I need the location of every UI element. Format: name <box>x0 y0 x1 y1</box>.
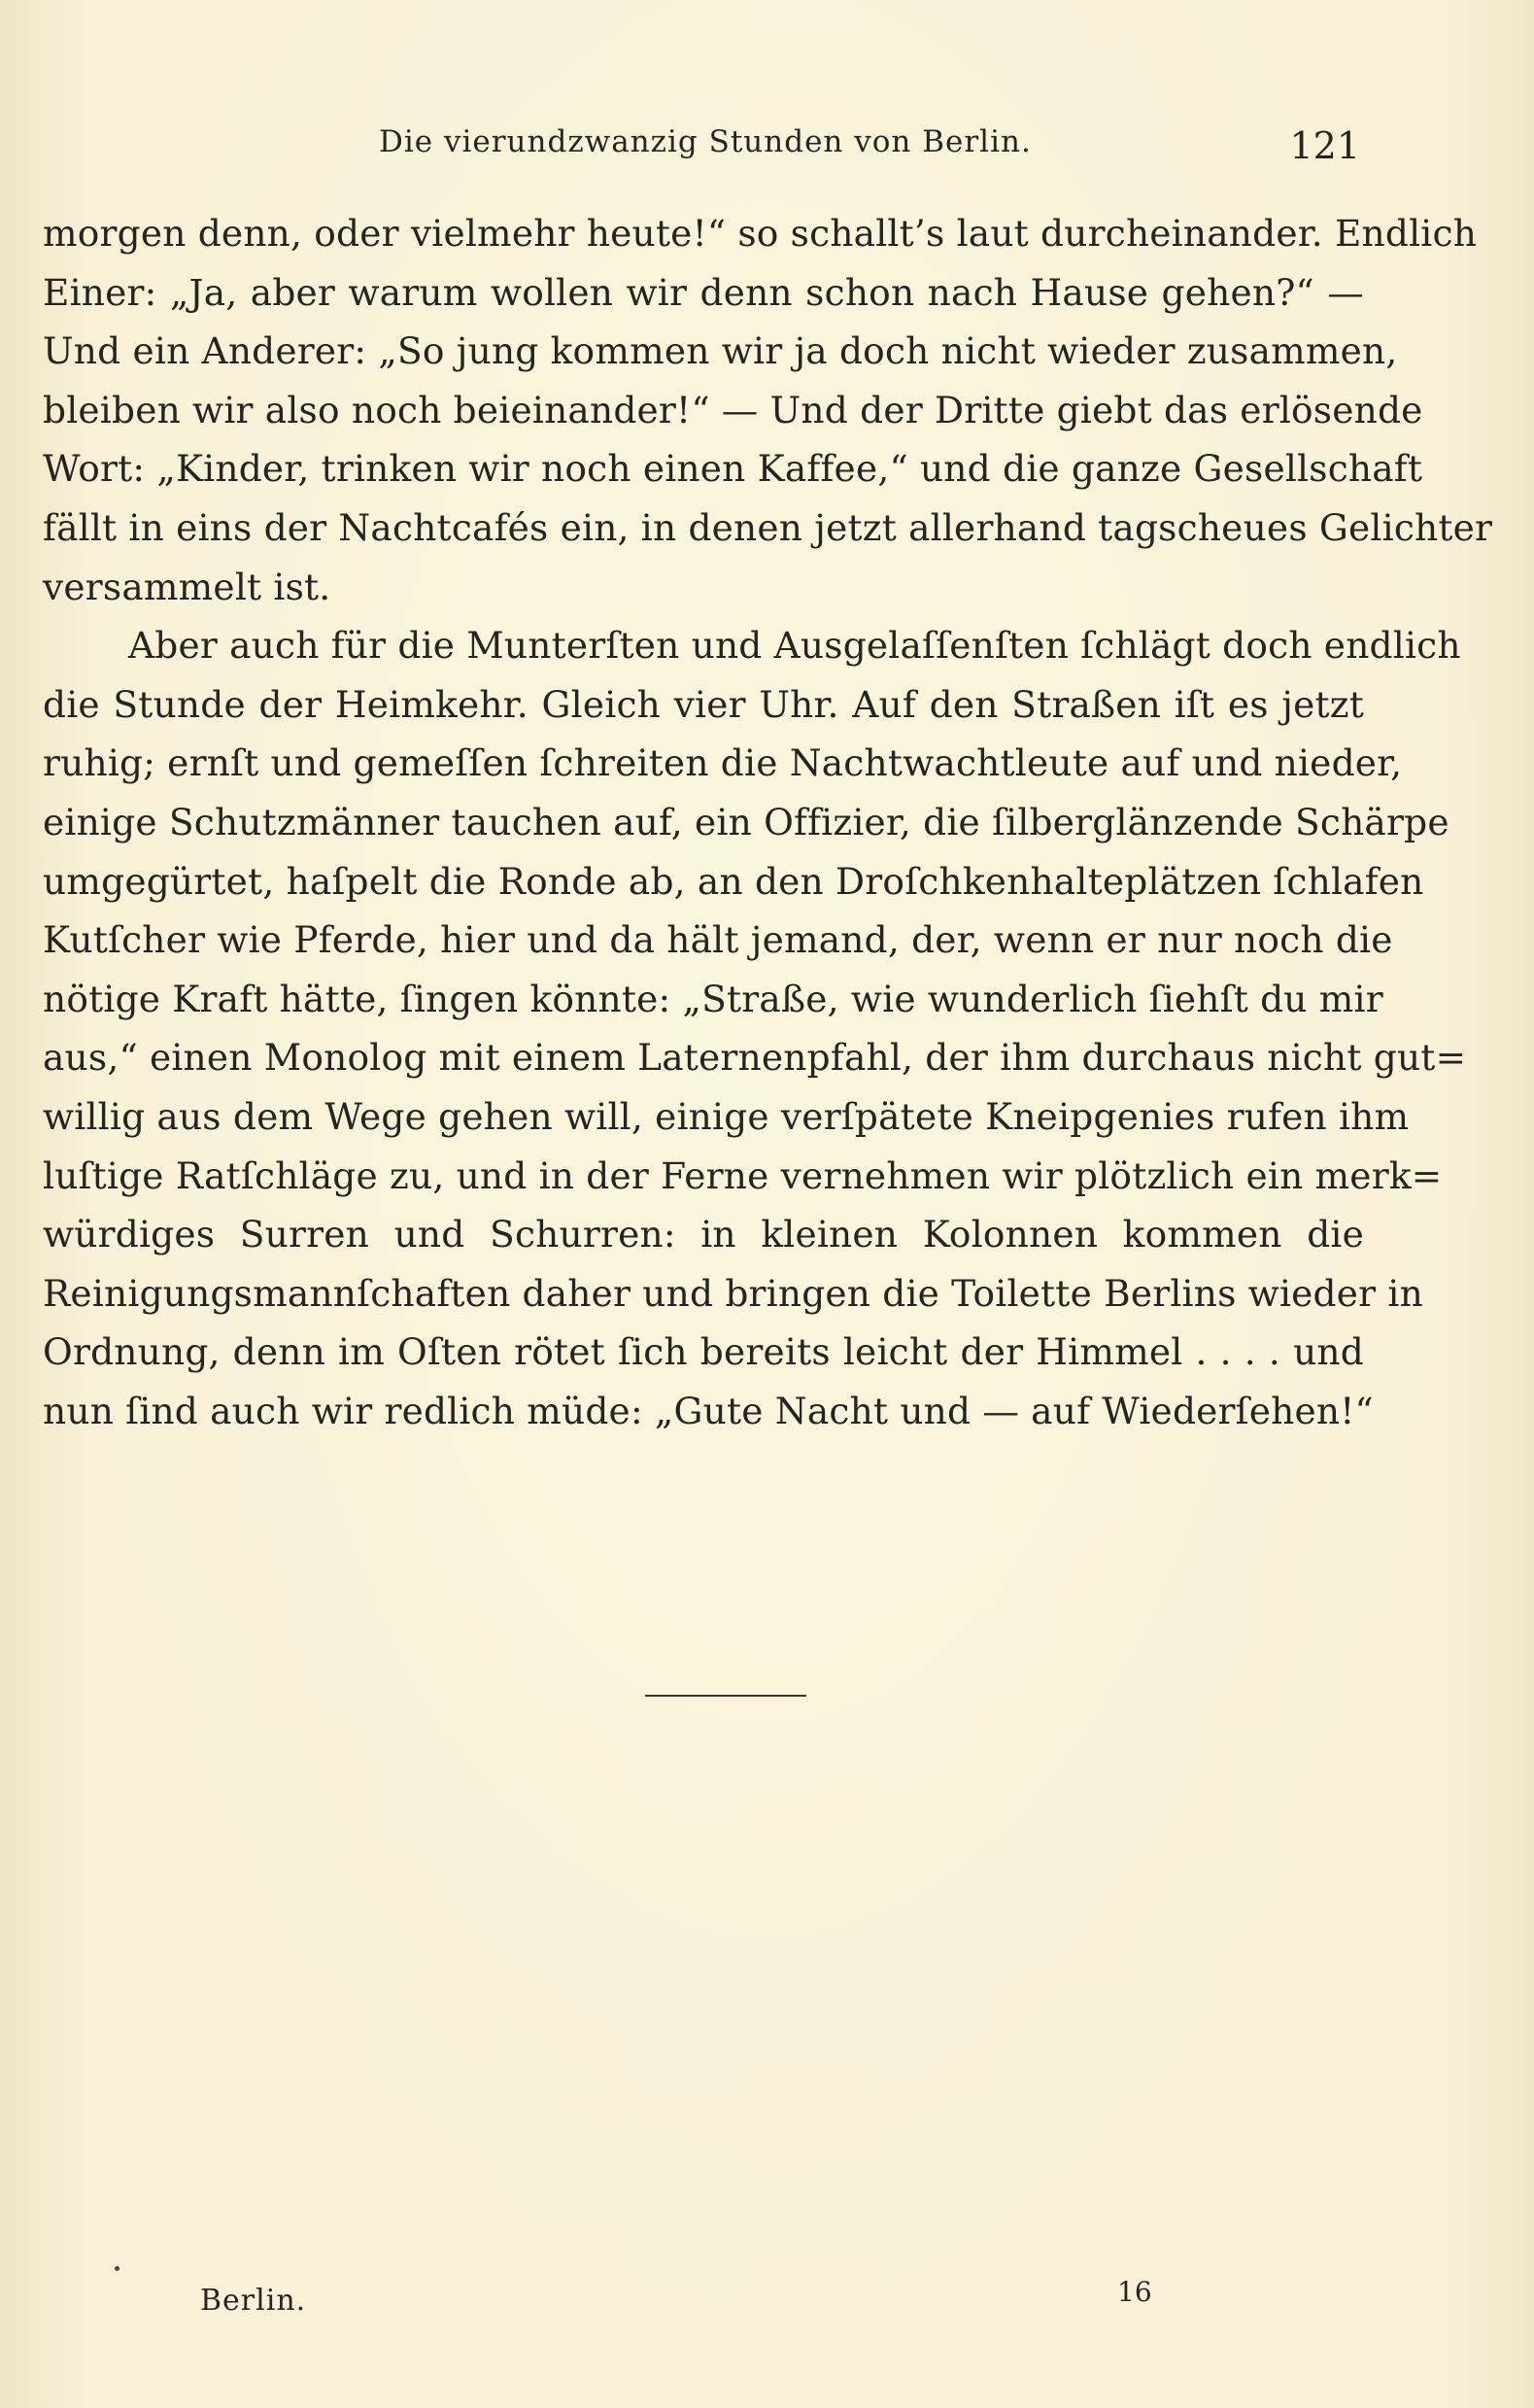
footer-signature: Berlin. <box>200 2284 307 2318</box>
text-line: Einer: „Ja, aber warum wollen wir denn schon nach Hause gehen?“ — <box>43 270 1364 314</box>
text-line: Aber auch für die Munterſten und Ausgelaſſenſten ſchlägt doch endlich <box>128 624 1461 668</box>
text-line: Ordnung, denn im Oſten rötet ſich bereits leicht der Himmel . . . . und <box>43 1330 1364 1374</box>
text-line: morgen denn, oder vielmehr heute!“ so schallt’s laut durcheinander. Endlich <box>43 212 1478 255</box>
text-line: umgegürtet, haſpelt die Ronde ab, an den Droſchkenhalteplätzen ſchlafen <box>43 859 1424 903</box>
page-number: 121 <box>1289 124 1360 167</box>
running-title: Die vierundzwanzig Stunden von Berlin. <box>379 124 1032 159</box>
text-line: fällt in eins der Nachtcafés ein, in denen jetzt allerhand tagscheues Gelichter <box>43 505 1493 549</box>
text-line: Wort: „Kinder, trinken wir noch einen Kaffee,“ und die ganze Gesellschaft <box>43 447 1423 491</box>
text-line: aus,“ einen Monolog mit einem Laternenpfahl, der ihm durchaus nicht gut= <box>43 1036 1467 1080</box>
paper-speck <box>115 2266 119 2271</box>
text-line: einige Schutzmänner tauchen auf, ein Offizier, die ſilberglänzende Schärpe <box>43 800 1449 843</box>
section-divider <box>645 1695 806 1697</box>
text-line: würdiges Surren und Schurren: in kleinen Kolonnen kommen die <box>43 1213 1364 1256</box>
text-line: Und ein Anderer: „So jung kommen wir ja doch nicht wieder zusammen, <box>43 329 1398 373</box>
text-line: bleiben wir also noch beieinander!“ — Und der Dritte giebt das erlösende <box>43 388 1423 431</box>
text-line: Kutſcher wie Pferde, hier und da hält jemand, der, wenn er nur noch die <box>43 918 1393 962</box>
text-line: die Stunde der Heimkehr. Gleich vier Uhr. Auf den Straßen iſt es jetzt <box>43 682 1364 726</box>
page-header <box>379 124 1360 183</box>
text-line: Reinigungsmannſchaften daher und bringen die Toilette Berlins wieder in <box>43 1271 1423 1315</box>
body-text <box>43 204 1493 1440</box>
text-line: nun ſind auch wir redlich müde: „Gute Nacht und — auf Wiederſehen!“ <box>43 1389 1374 1432</box>
text-line: versammelt ist. <box>43 565 331 608</box>
text-line: luſtige Ratſchläge zu, und in der Ferne vernehmen wir plötzlich ein merk= <box>43 1153 1443 1197</box>
text-line: willig aus dem Wege gehen will, einige verſpätete Kneipgenies rufen ihm <box>43 1094 1410 1138</box>
text-line: ruhig; ernſt und gemeſſen ſchreiten die Nachtwachtleute auf und nieder, <box>43 741 1403 785</box>
text-line: nötige Kraft hätte, ſingen könnte: „Straße, wie wunderlich ſiehſt du mir <box>43 977 1383 1020</box>
footer-sheet-number: 16 <box>1117 2276 1152 2308</box>
